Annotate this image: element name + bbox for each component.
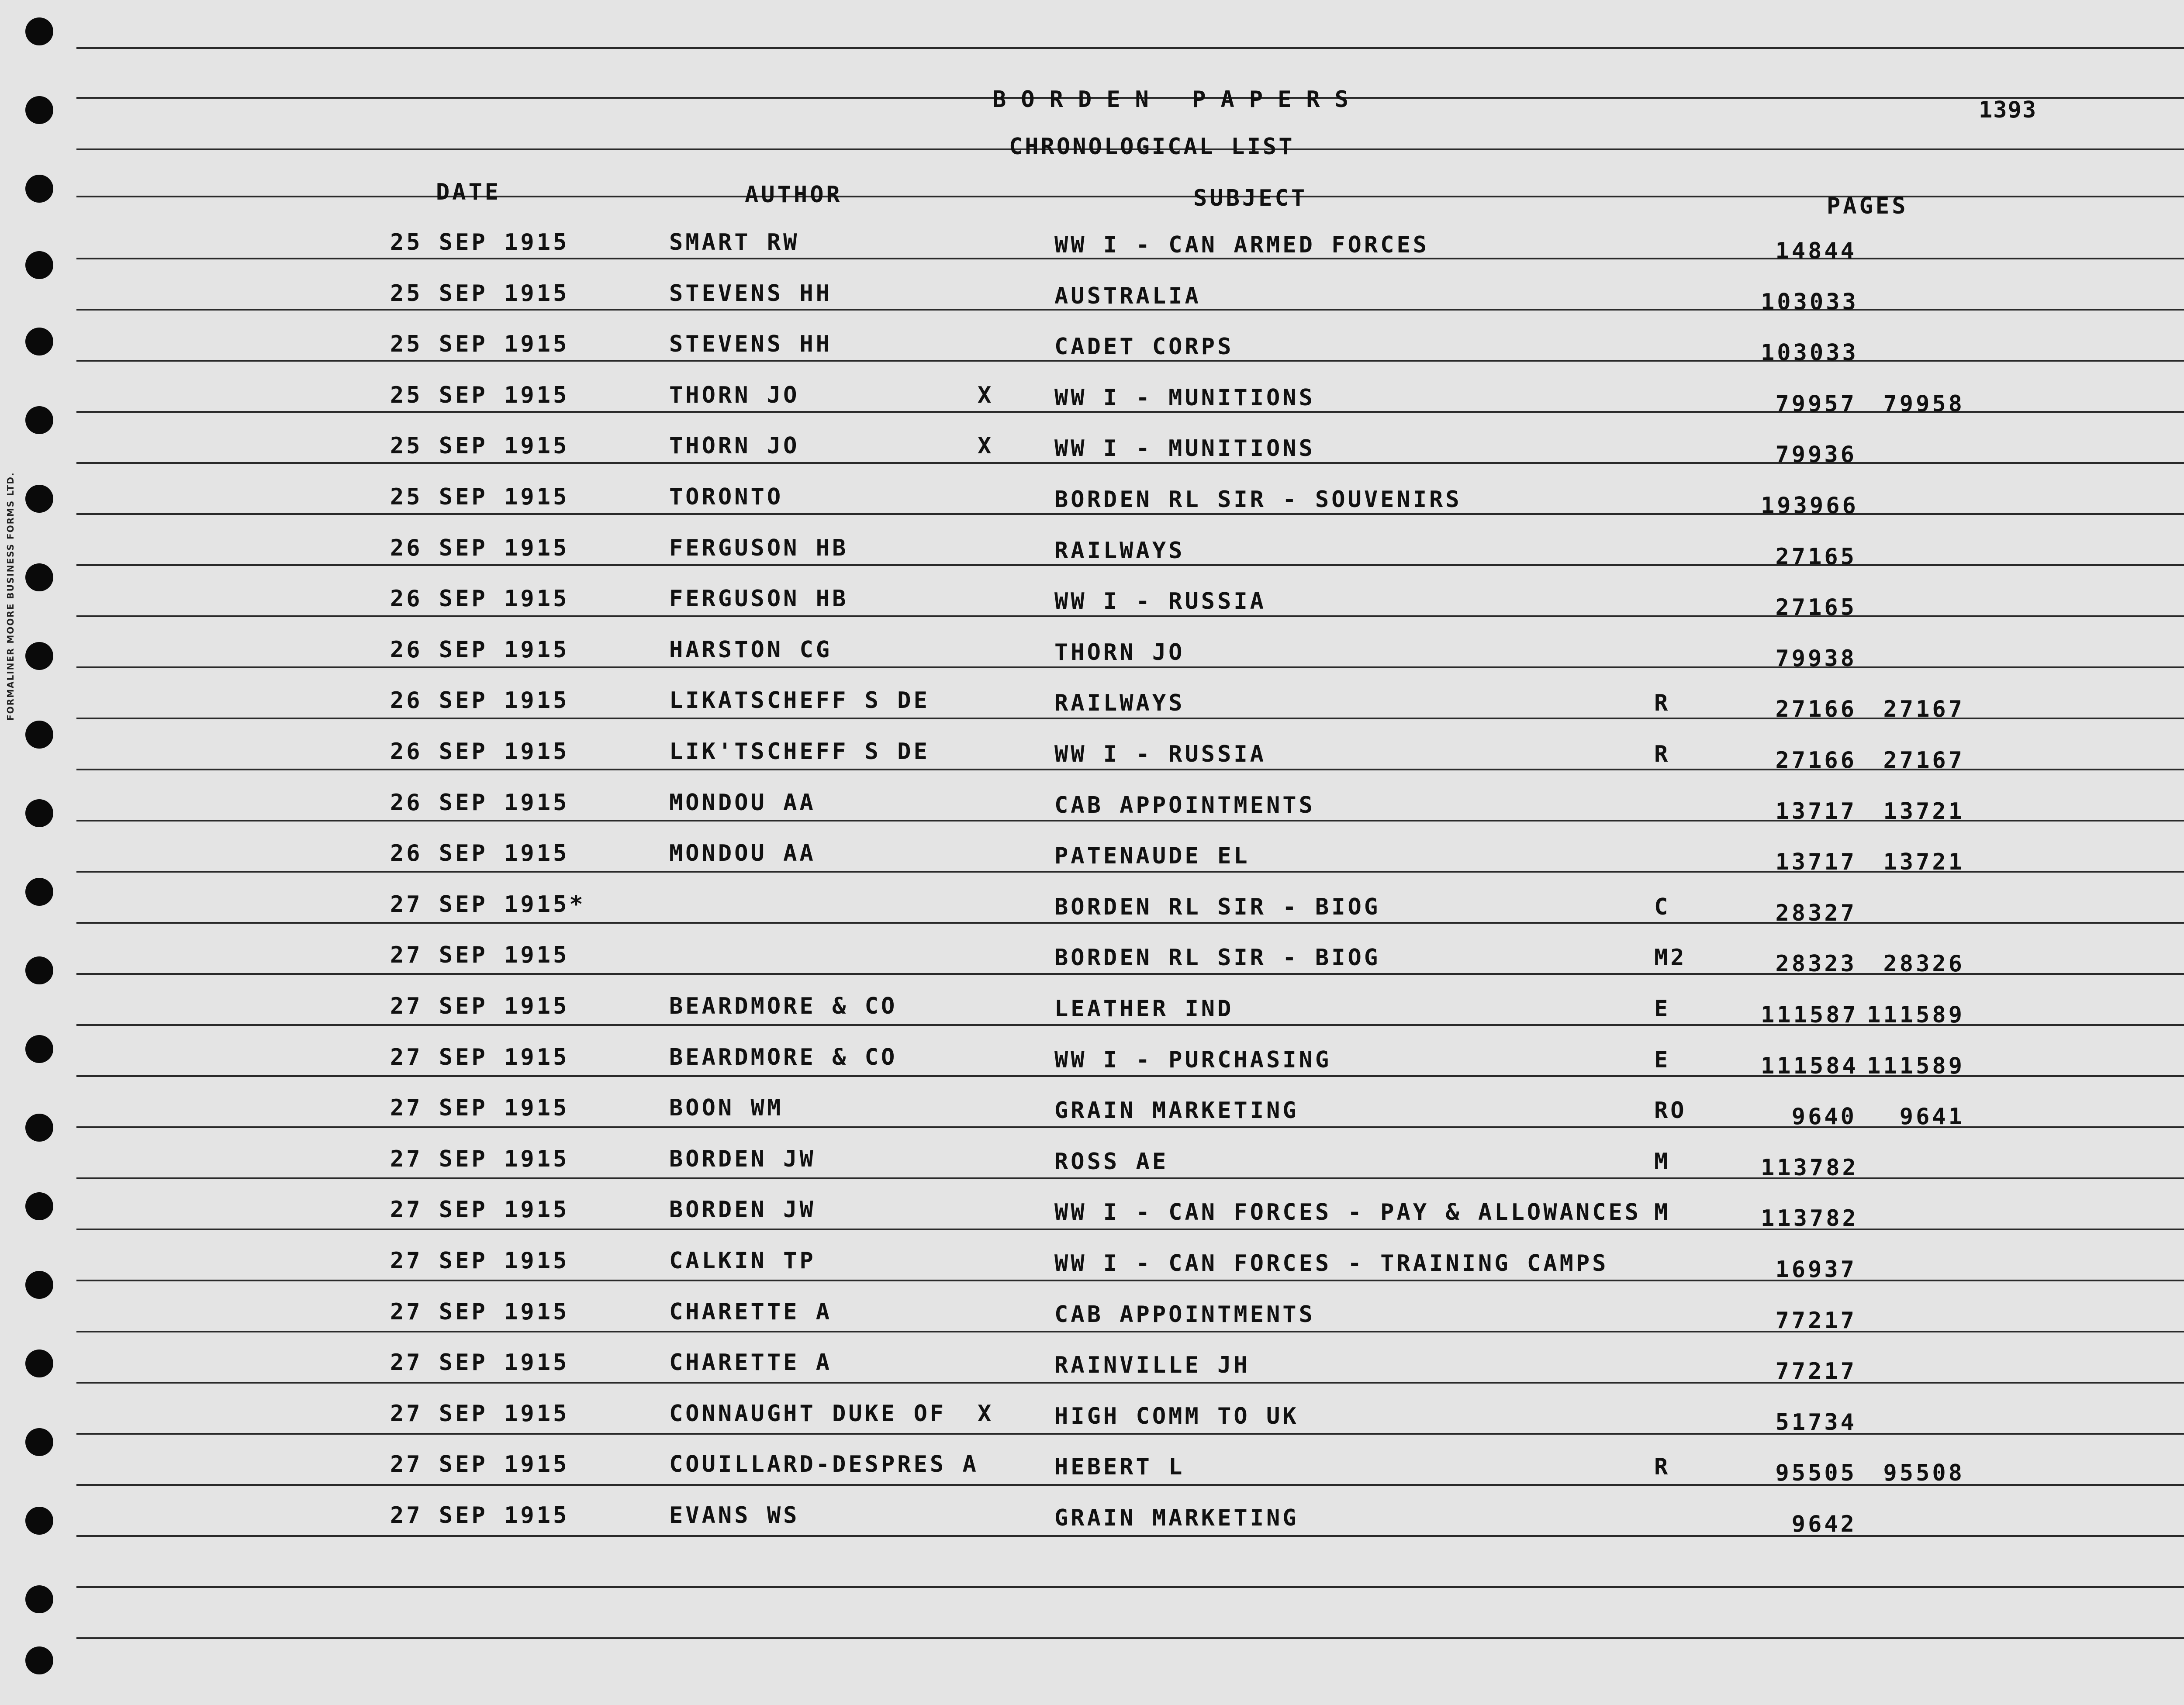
row-page-end: 13721	[1883, 798, 1965, 825]
row-page-start: 27165	[1775, 543, 1857, 570]
ruled-line	[76, 1637, 2184, 1639]
ruled-line	[76, 360, 2184, 362]
row-page-start: 13717	[1775, 798, 1857, 825]
row-page-start: 79938	[1775, 645, 1857, 672]
row-page-start: 27165	[1775, 594, 1857, 621]
ruled-line	[76, 1331, 2184, 1332]
feed-hole	[25, 175, 53, 203]
feed-hole	[25, 1114, 53, 1142]
row-page-start: 14844	[1775, 238, 1857, 264]
row-date: 27 SEP 1915*	[390, 891, 586, 918]
row-subject: WW I - RUSSIA	[1054, 588, 1266, 615]
row-subject: HIGH COMM TO UK	[1054, 1403, 1299, 1429]
row-page-end: 27167	[1883, 747, 1965, 773]
row-page-start: 16937	[1775, 1256, 1857, 1283]
row-subject: WW I - PURCHASING	[1054, 1046, 1332, 1073]
row-page-start: 77217	[1775, 1307, 1857, 1334]
row-date: 27 SEP 1915	[390, 942, 570, 969]
ruled-line	[76, 1535, 2184, 1537]
row-page-end: 79958	[1883, 390, 1965, 417]
ruled-line	[76, 666, 2184, 668]
row-subject: WW I - MUNITIONS	[1054, 435, 1315, 462]
feed-hole	[25, 251, 53, 279]
ruled-line	[76, 1177, 2184, 1179]
row-subject: PATENAUDE EL	[1054, 843, 1250, 870]
feed-hole	[25, 721, 53, 749]
row-author: MONDOU AA	[669, 840, 816, 867]
row-date: 26 SEP 1915	[390, 687, 570, 714]
ruled-line	[76, 1280, 2184, 1281]
row-author: BOON WM	[669, 1095, 784, 1122]
row-author: SMART RW	[669, 229, 800, 255]
ruled-line	[76, 462, 2184, 464]
row-date: 27 SEP 1915	[390, 1044, 570, 1070]
feed-hole	[25, 1646, 53, 1674]
row-subject: WW I - MUNITIONS	[1054, 384, 1315, 411]
feed-hole	[25, 1271, 53, 1299]
row-date: 26 SEP 1915	[390, 636, 570, 663]
row-code: R	[1654, 1454, 1671, 1481]
row-subject: HEBERT L	[1054, 1454, 1185, 1481]
feed-hole	[25, 1428, 53, 1456]
feed-hole	[25, 1350, 53, 1377]
row-author: TORONTO	[669, 484, 784, 510]
row-code: C	[1654, 894, 1671, 920]
row-author: HARSTON CG	[669, 636, 833, 663]
row-code: R	[1654, 741, 1671, 767]
row-subject: RAILWAYS	[1054, 537, 1185, 564]
row-page-start: 79936	[1775, 442, 1857, 468]
row-subject: CAB APPOINTMENTS	[1054, 1301, 1315, 1328]
row-page-end: 111589	[1867, 1002, 1965, 1028]
row-date: 25 SEP 1915	[390, 484, 570, 510]
row-subject: WW I - CAN FORCES - TRAINING CAMPS	[1054, 1250, 1609, 1277]
row-author: FERGUSON HB	[669, 535, 849, 561]
row-subject: BORDEN RL SIR - SOUVENIRS	[1054, 487, 1462, 513]
row-page-end: 111589	[1867, 1053, 1965, 1079]
row-subject: GRAIN MARKETING	[1054, 1505, 1299, 1531]
row-author: STEVENS HH	[669, 331, 833, 358]
row-subject: RAINVILLE JH	[1054, 1352, 1250, 1379]
row-date: 27 SEP 1915	[390, 1095, 570, 1122]
row-subject: BORDEN RL SIR - BIOG	[1054, 945, 1381, 971]
row-page-start: 27166	[1775, 747, 1857, 773]
row-date: 27 SEP 1915	[390, 1146, 570, 1172]
row-subject: THORN JO	[1054, 639, 1185, 666]
row-author: CHARETTE A	[669, 1350, 833, 1376]
row-page-start: 28323	[1775, 951, 1857, 977]
row-page-start: 77217	[1775, 1358, 1857, 1385]
row-subject: CAB APPOINTMENTS	[1054, 792, 1315, 818]
ruled-line	[76, 922, 2184, 924]
row-page-end: 27167	[1883, 696, 1965, 723]
row-page-start: 113782	[1761, 1154, 1859, 1181]
row-page-start: 28327	[1775, 900, 1857, 926]
row-page-start: 95505	[1775, 1460, 1857, 1487]
ruled-line	[76, 564, 2184, 566]
row-subject: AUSTRALIA	[1054, 283, 1201, 309]
row-page-start: 79957	[1775, 390, 1857, 417]
row-subject: GRAIN MARKETING	[1054, 1098, 1299, 1124]
row-date: 27 SEP 1915	[390, 1197, 570, 1223]
row-page-start: 51734	[1775, 1409, 1857, 1436]
row-subject: WW I - RUSSIA	[1054, 741, 1266, 767]
feed-hole	[25, 406, 53, 434]
feed-hole	[25, 642, 53, 670]
row-author: LIK'TSCHEFF S DE	[669, 739, 930, 765]
document-title: BORDEN PAPERS	[992, 86, 1363, 113]
ruled-line	[76, 1586, 2184, 1588]
row-author: STEVENS HH	[669, 280, 833, 307]
row-author: CONNAUGHT DUKE OF	[669, 1400, 947, 1427]
column-header-subject: SUBJECT	[1193, 185, 1308, 211]
ruled-line	[76, 1382, 2184, 1384]
feed-hole	[25, 1507, 53, 1535]
row-date: 27 SEP 1915	[390, 993, 570, 1019]
row-date: 27 SEP 1915	[390, 1502, 570, 1529]
row-date: 25 SEP 1915	[390, 280, 570, 307]
row-subject: WW I - CAN FORCES - PAY & ALLOWANCES	[1054, 1199, 1641, 1226]
row-date: 25 SEP 1915	[390, 433, 570, 459]
row-cross-reference-mark: X	[978, 382, 994, 408]
feed-hole	[25, 328, 53, 355]
row-cross-reference-mark: X	[978, 433, 994, 459]
feed-hole	[25, 956, 53, 984]
row-date: 27 SEP 1915	[390, 1298, 570, 1325]
row-author: BEARDMORE & CO	[669, 1044, 898, 1070]
column-header-author: AUTHOR	[745, 182, 843, 208]
ruled-line	[76, 1433, 2184, 1435]
feed-hole	[25, 563, 53, 591]
row-author: BORDEN JW	[669, 1197, 816, 1223]
feed-hole	[25, 485, 53, 513]
list-subtitle: CHRONOLOGICAL LIST	[1009, 134, 1295, 160]
row-page-start: 27166	[1775, 696, 1857, 723]
feed-hole	[25, 1035, 53, 1063]
row-author: CHARETTE A	[669, 1298, 833, 1325]
row-author: COUILLARD-DESPRES A	[669, 1451, 979, 1478]
feed-hole	[25, 878, 53, 906]
row-subject: CADET CORPS	[1054, 334, 1234, 360]
row-page-start: 111587	[1761, 1002, 1859, 1028]
row-code: M2	[1654, 945, 1687, 971]
row-date: 26 SEP 1915	[390, 739, 570, 765]
row-page-start: 113782	[1761, 1205, 1859, 1232]
row-date: 27 SEP 1915	[390, 1400, 570, 1427]
row-author: BEARDMORE & CO	[669, 993, 898, 1019]
ruled-line	[76, 513, 2184, 515]
row-code: RO	[1654, 1098, 1687, 1124]
row-author: MONDOU AA	[669, 789, 816, 816]
row-date: 26 SEP 1915	[390, 535, 570, 561]
row-page-start: 193966	[1761, 493, 1859, 519]
row-page-start: 103033	[1761, 289, 1859, 315]
ruled-line	[76, 615, 2184, 617]
row-date: 27 SEP 1915	[390, 1350, 570, 1376]
row-date: 26 SEP 1915	[390, 586, 570, 612]
row-page-start: 9640	[1791, 1104, 1857, 1130]
row-date: 27 SEP 1915	[390, 1248, 570, 1274]
row-author: EVANS WS	[669, 1502, 800, 1529]
feed-hole	[25, 96, 53, 124]
row-author: FERGUSON HB	[669, 586, 849, 612]
ruled-line	[76, 47, 2184, 49]
row-page-end: 28326	[1883, 951, 1965, 977]
row-code: E	[1654, 996, 1671, 1022]
row-subject: ROSS AE	[1054, 1148, 1169, 1175]
ruled-line	[76, 1229, 2184, 1230]
row-code: M	[1654, 1148, 1671, 1175]
row-page-start: 9642	[1791, 1511, 1857, 1537]
feed-hole	[25, 799, 53, 827]
row-date: 25 SEP 1915	[390, 382, 570, 408]
page-number: 1393	[1979, 97, 2037, 123]
row-author: THORN JO	[669, 382, 800, 408]
row-code: M	[1654, 1199, 1671, 1226]
column-header-pages: PAGES	[1827, 193, 1908, 219]
row-date: 26 SEP 1915	[390, 840, 570, 867]
feed-hole	[25, 1192, 53, 1220]
row-page-end: 95508	[1883, 1460, 1965, 1487]
row-code: E	[1654, 1046, 1671, 1073]
column-header-date: DATE	[436, 179, 501, 205]
row-date: 26 SEP 1915	[390, 789, 570, 816]
row-subject: WW I - CAN ARMED FORCES	[1054, 232, 1430, 258]
row-code: R	[1654, 690, 1671, 717]
row-author: CALKIN TP	[669, 1248, 816, 1274]
row-page-start: 13717	[1775, 849, 1857, 876]
row-subject: LEATHER IND	[1054, 996, 1234, 1022]
row-author: BORDEN JW	[669, 1146, 816, 1172]
form-manufacturer-label: FORMALINER MOORE BUSINESS FORMS LTD.	[5, 472, 16, 721]
row-author: LIKATSCHEFF S DE	[669, 687, 930, 714]
row-page-end: 13721	[1883, 849, 1965, 876]
ruled-line	[76, 309, 2184, 311]
row-date: 25 SEP 1915	[390, 229, 570, 255]
row-page-start: 111584	[1761, 1053, 1859, 1079]
row-page-start: 103033	[1761, 340, 1859, 366]
row-author: THORN JO	[669, 433, 800, 459]
row-subject: BORDEN RL SIR - BIOG	[1054, 894, 1381, 920]
row-date: 27 SEP 1915	[390, 1451, 570, 1478]
feed-hole	[25, 1585, 53, 1613]
row-page-end: 9641	[1899, 1104, 1965, 1130]
row-date: 25 SEP 1915	[390, 331, 570, 358]
row-subject: RAILWAYS	[1054, 690, 1185, 717]
feed-hole	[25, 17, 53, 45]
row-cross-reference-mark: X	[978, 1400, 994, 1427]
